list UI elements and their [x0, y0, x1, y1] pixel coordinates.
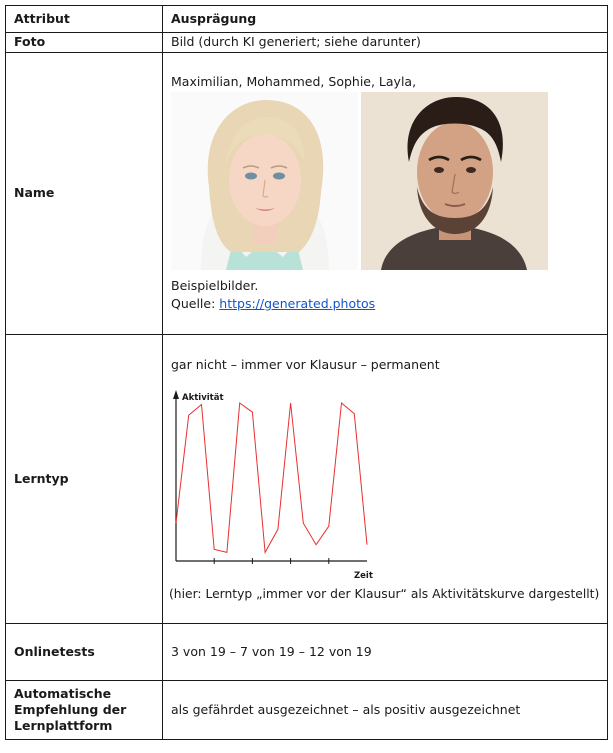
attribute-table: [5, 5, 608, 740]
empfehlung-value: als gefährdet ausgezeichnet – als positiv ausgezeichnet: [163, 681, 608, 740]
onlinetests-label: Onlinetests: [6, 624, 163, 681]
source-prefix: Quelle:: [171, 296, 220, 311]
x-axis-label: Zeit: [354, 571, 373, 581]
empfehlung-label-line1: Automatische: [14, 685, 112, 701]
table-header-row: [6, 6, 608, 33]
name-value-cell: [163, 53, 608, 335]
empfehlung-label-line3: Lernplattform: [14, 718, 113, 734]
lerntyp-value-cell: [163, 335, 608, 624]
table-row-lerntyp: [6, 335, 608, 624]
images-source: [171, 296, 375, 312]
empfehlung-label: [6, 681, 163, 740]
images-caption: Beispielbilder.: [171, 278, 259, 293]
activity-chart: [171, 385, 381, 581]
foto-label: Foto: [6, 33, 163, 53]
portrait-man-dark-hair-icon: [361, 92, 548, 270]
activity-curve: [176, 403, 367, 552]
table-row-empfehlung: [6, 681, 608, 740]
y-axis-arrow: [173, 390, 179, 399]
names-list: Maximilian, Mohammed, Sophie, Layla,: [171, 74, 417, 89]
lerntyp-caption: (hier: Lerntyp „immer vor der Klausur“ als Aktivitätskurve dargestellt): [169, 587, 600, 601]
y-axis-label: Aktivität: [182, 393, 224, 403]
name-label: Name: [6, 53, 163, 335]
lerntyp-scale: gar nicht – immer vor Klausur – permanent: [171, 357, 440, 372]
table-row-name: [6, 53, 608, 335]
table-row-foto: [6, 33, 608, 53]
table-row-onlinetests: [6, 624, 608, 681]
source-link[interactable]: https://generated.photos: [219, 296, 376, 311]
portrait-woman-blonde-icon: [171, 92, 358, 270]
empfehlung-label-line2: Empfehlung der: [14, 701, 127, 717]
onlinetests-value: 3 von 19 – 7 von 19 – 12 von 19: [163, 624, 608, 681]
header-auspraegung: Ausprägung: [163, 6, 608, 33]
foto-value: Bild (durch KI generiert; siehe darunter): [163, 33, 608, 53]
lerntyp-label: Lerntyp: [6, 335, 163, 624]
header-attribut: Attribut: [6, 6, 163, 33]
